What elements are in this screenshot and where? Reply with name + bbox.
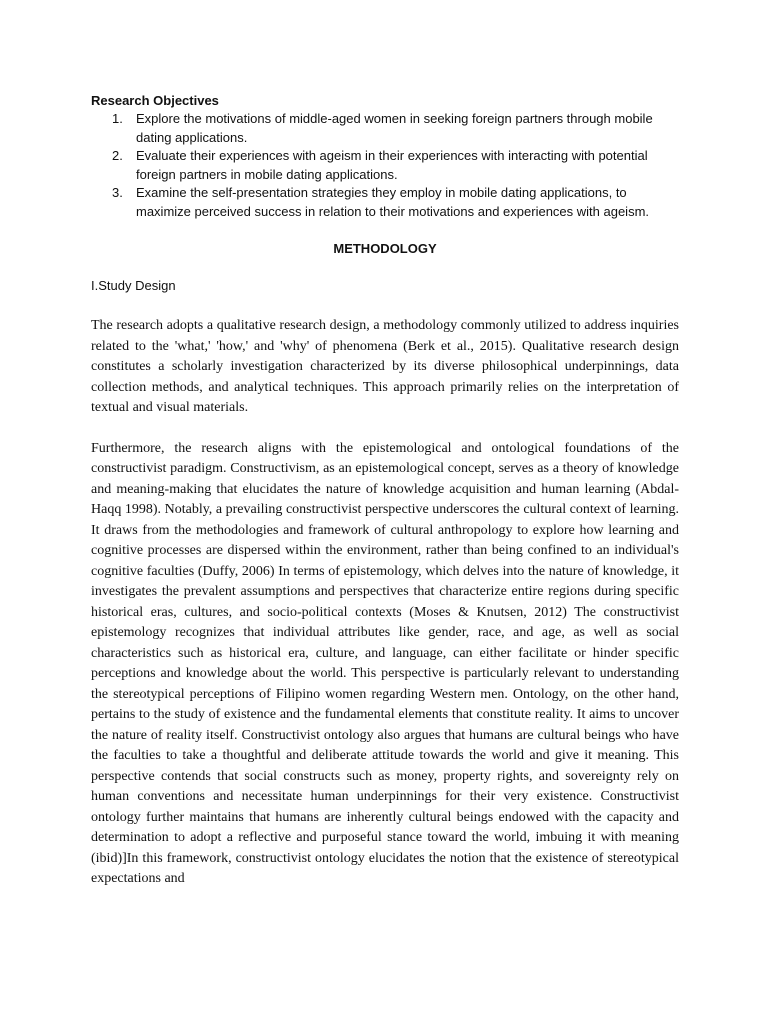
study-design-heading: I.Study Design [91, 278, 176, 293]
paragraph: Furthermore, the research aligns with the epistemological and ontological foundations of the constructivist paradigm. Constructivism, as an epistemological concept, serves as a theory of knowledge and meaning-making that elucidates the nature of knowledge acquisition and human learning (Abdal-Haqq 1998). Notably, a prevailing constructivist perspective underscores the cultural context of learning. It draws from the methodologies and framework of cultural anthropology to explore how learning and cognitive processes are dispersed within the environment, rather than being confined to an individual's cognitive faculties (Duffy, 2006) In terms of epistemology, which delves into the nature of knowledge, it investigates the prevalent assumptions and perspectives that characterize entire regions during specific historical eras, cultures, and socio-political contexts (Moses & Knutsen, 2012) The constructivist epistemology recognizes that individual attributes like gender, race, and age, as well as social characteristics such as historical era, culture, and language, can either facilitate or hinder specific perceptions and knowledge about the world. This perspective is particularly relevant to understanding the stereotypical perceptions of Filipino women regarding Western men. Ontology, on the other hand, pertains to the study of existence and the fundamental elements that constitute reality. It aims to uncover the nature of reality itself. Constructivist ontology also argues that humans are cultural beings who have the faculties to take a thoughtful and deliberate attitude towards the world and give it meaning. This perspective contends that social constructs such as money, property rights, and sovereignty rely on human conventions and necessitate human underpinnings for their very existence. Constructivist ontology further maintains that humans are inherently cultural beings endowed with the capacity and determination to adopt a reflective and purposeful stance toward the world, imbuing it with meaning (ibid)]In this framework, constructivist ontology elucidates the notion that the existence of stereotypical expectations and [91, 440, 679, 886]
paragraph: The research adopts a qualitative research design, a methodology commonly utilized to address inquiries related to the 'what,' 'how,' and 'why' of phenomena (Berk et al., 2015). Qualitative research design constitutes a scholarly investigation characterized by its diverse philosophical underpinnings, data collection methods, and analytical techniques. This approach primarily relies on the interpretation of textual and visual materials. [91, 318, 679, 415]
list-item-number: 3. [112, 185, 123, 200]
list-item [91, 184, 656, 221]
list-item-text: Explore the motivations of middle-aged women in seeking foreign partners through mobile dating applications. [136, 111, 653, 145]
research-objectives-heading: Research Objectives [91, 93, 219, 108]
document-page [91, 92, 679, 890]
methodology-title: METHODOLOGY [333, 241, 437, 256]
list-item [91, 110, 656, 147]
objectives-list [91, 110, 679, 221]
list-item-text: Evaluate their experiences with ageism in their experiences with interacting with potential foreign partners in mobile dating applications. [136, 148, 648, 182]
list-item-number: 1. [112, 111, 123, 126]
list-item [91, 147, 656, 184]
list-item-text: Examine the self-presentation strategies they employ in mobile dating applications, to maximize perceived success in relation to their motivations and experiences with ageism. [136, 185, 650, 219]
list-item-number: 2. [112, 148, 123, 163]
